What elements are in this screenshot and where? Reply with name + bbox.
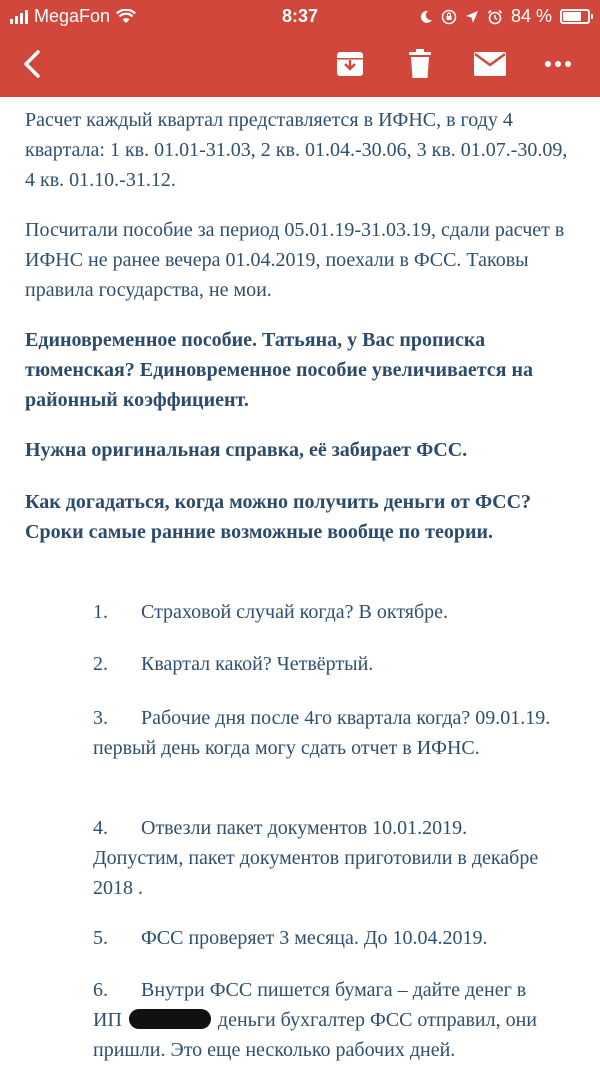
top-bar	[0, 0, 600, 97]
envelope-icon	[474, 52, 506, 76]
list-item	[93, 597, 553, 627]
paragraph-original-certificate: Нужна оригинальная справка, её забирает ФСС.	[25, 439, 468, 461]
list-item-number: 6.	[93, 979, 108, 1001]
list-item-number: 3.	[93, 707, 108, 729]
redacted-name	[129, 1009, 211, 1029]
list-item-text: ФСС проверяет 3 месяца. До 10.04.2019.	[141, 927, 488, 949]
list-item-text-before: Внутри ФСС пишется бумага – дайте денег в ИП	[93, 979, 527, 1031]
paragraph-quarters: Расчет каждый квартал представляется в ИФНС, в году 4 квартала: 1 кв. 01.01-31.03, 2 кв. 01.04.-30.06, 3 кв. 01.07.-30.09, 4 кв. 01.10.-31.12.	[25, 109, 568, 191]
list-item-number: 1.	[93, 601, 108, 623]
chevron-left-icon	[22, 49, 42, 79]
toolbar	[0, 34, 600, 97]
message-body	[0, 97, 600, 1066]
list-item	[93, 649, 553, 679]
battery-fill	[563, 12, 581, 21]
back-button[interactable]	[10, 42, 54, 86]
mail-button[interactable]	[468, 42, 512, 86]
carrier-name: MegaFon	[34, 6, 111, 26]
paragraph-lump-sum: Единовременное пособие. Татьяна, у Вас прописка тюменская? Единовременное пособие увеличивается на районный коэффициент.	[25, 329, 534, 411]
status-time: 8:37	[281, 6, 319, 26]
location-icon	[465, 10, 479, 24]
list-item	[93, 813, 553, 903]
list-item-text: Страховой случай когда? В октябре.	[141, 601, 449, 623]
status-bar	[0, 0, 600, 34]
rotation-lock-icon	[441, 9, 457, 25]
more-button[interactable]	[536, 42, 580, 86]
list-item-text-after: деньги бухгалтер ФСС отправил, они пришли. Это еще несколько рабочих дней.	[93, 1009, 538, 1061]
battery-icon	[560, 9, 590, 24]
more-icon	[544, 60, 572, 68]
list-item	[93, 975, 553, 1065]
list-item	[93, 923, 553, 953]
archive-button[interactable]	[328, 42, 372, 86]
archive-icon	[335, 50, 365, 78]
list-item-number: 4.	[93, 817, 108, 839]
list-item-text: Отвезли пакет документов 10.01.2019. Допустим, пакет документов приготовили в декабре 2018 .	[93, 817, 539, 899]
list-item	[93, 703, 553, 763]
trash-icon	[408, 49, 432, 79]
paragraph-question: Как догадаться, когда можно получить деньги от ФСС? Сроки самые ранние возможные вообще по теории.	[25, 491, 532, 543]
alarm-icon	[487, 9, 503, 25]
paragraph-allowance-period: Посчитали пособие за период 05.01.19-31.03.19, сдали расчет в ИФНС не ранее вечера 01.04.2019, поехали в ФСС. Таковы правила государства, не мои.	[25, 219, 565, 301]
delete-button[interactable]	[398, 42, 442, 86]
list-item-text: Рабочие дня после 4го квартала когда? 09.01.19. первый день когда могу сдать отчет в ИФНС.	[93, 707, 551, 759]
moon-icon	[419, 10, 433, 24]
list-item-number: 2.	[93, 653, 108, 675]
list-item-text: Квартал какой? Четвёртый.	[141, 653, 374, 675]
battery-percent: 84 %	[510, 6, 552, 26]
list-item-number: 5.	[93, 927, 108, 949]
status-right	[419, 6, 590, 27]
